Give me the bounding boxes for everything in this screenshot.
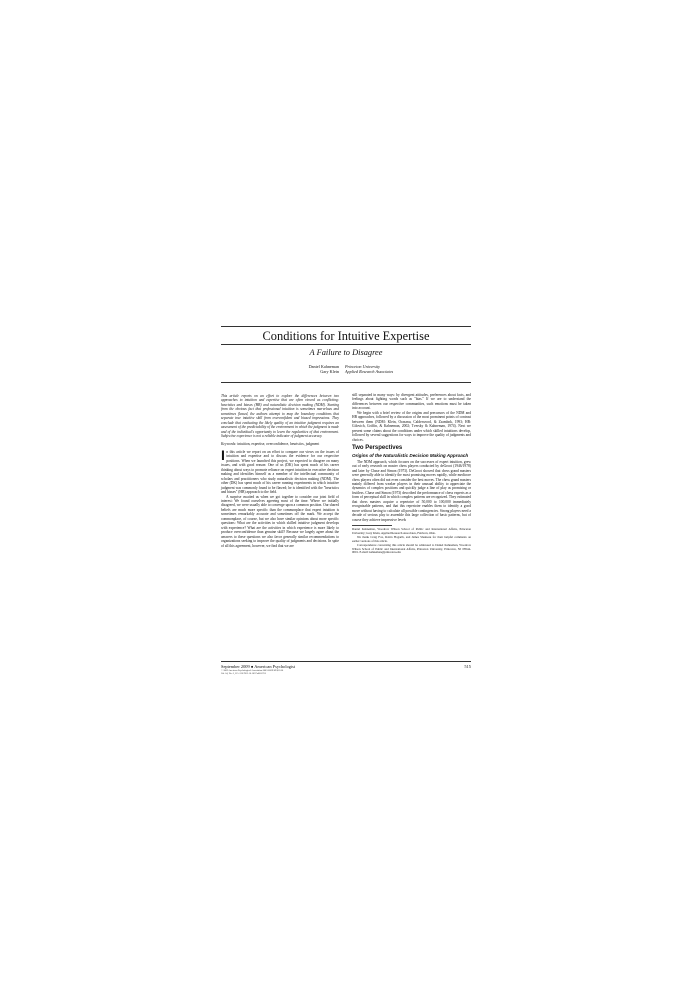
intro-text-1: n this article we report on an effort to compare our views on the issues of intuition and expertise and to discuss the evidence for our respective positions. When we launched this project, we expected to disagree on many issues, and with good reason: One of us (DK) has spent much of his career thinking about ways to promote reliance on expert intuition in executive decision making and identifies himself as a member of the intellectual community of scholars and practitioners who study naturalistic decision making (NDM). The other (DK) has spent much of his career running experiments in which intuitive judgment was commonly found to be flawed; he is identified with the "heuristics and biases" (HB) approach to the field. [221, 449, 339, 495]
footnotes [352, 528, 471, 555]
article-title: Conditions for Intuitive Expertise [262, 329, 430, 343]
author-bottom-rule [221, 382, 471, 383]
intro-paragraph-1 [221, 447, 339, 495]
article-page [221, 326, 471, 682]
copyright-line: © 2009 American Psychological Association 0003-066X/09/$12.00 [221, 670, 284, 672]
page-number: 515 [464, 664, 471, 669]
keywords [221, 442, 339, 446]
footer-rule [221, 661, 471, 662]
author-names [309, 364, 339, 374]
footnote-rule [352, 525, 392, 526]
abstract: This article reports on an effort to explore the differences between two approaches to intuition and expertise that are often viewed as conflicting: heuristics and biases (HB) and naturalistic decision making (NDM). Starting from the obvious fact that professional intuition is sometimes marvelous and sometimes flawed, the authors attempt to map the boundary conditions that separate true intuitive skill from overconfident and biased impressions. They conclude that evaluating the likely quality of an intuitive judgment requires an assessment of the predictability of the environment in which the judgment is made and of the individual's opportunity to learn the regularities of that environment. Subjective experience is not a reliable indicator of judgment accuracy. [221, 394, 339, 439]
keywords-text: intuition, expertise, overconfidence, heuristics, judgment [237, 441, 320, 446]
body-paragraph: The NDM approach, which focuses on the successes of expert intuition, grew out of early research on master chess players conducted by deGroot (1946/1978) and later by Chase and Simon (1973). DeGroot showed that chess grand masters were generally able to identify the most promising moves rapidly, while mediocre chess players often did not even consider the best moves. The chess grand masters mainly differed from weaker players in their unusual ability to appreciate the dynamics of complex positions and quickly judge a line of play as promising or fruitless. Chase and Simon (1973) described the performance of chess experts as a form of perceptual skill in which complex patterns are recognized. They estimated that chess masters acquire a repertoire of 50,000 to 100,000 immediately recognizable patterns, and that this repertoire enables them to identify a good move without having to calculate all possible contingencies. Strong players need a decade of serious play to assemble this large collection of basic patterns, but of course they achieve impressive levels [352, 459, 471, 522]
intro-paragraph-2: A surprise awaited us when we got together to consider our joint field of interest: We found ourselves agreeing most of the time. Where we initially disagreed, we were usually able to converge upon a common position. Our shared beliefs are much more specific than the commonplace that expert intuition is sometimes remarkably accurate and sometimes off the mark. We accept the commonplace, of course, but we also have similar opinions about more specific questions: What are the activities in which skilled intuitive judgment develops with experience? What are the activities in which experience is more likely to produce overconfidence than genuine skill? Because we largely agree about the answers to these questions we also favor generally similar recommendations to organizations seeking to improve the quality of judgments and decisions. In spite of all this agreement, however, we find that we are [221, 494, 339, 548]
keywords-label: Keywords: [221, 441, 237, 446]
body-paragraph: still separated in many ways: by divergent attitudes, preferences about facts, and feelings about fighting words such as "bias." If we are to understand the differences between our respective communities, such emotions must be taken into account. [352, 393, 471, 411]
article-subtitle: A Failure to Disagree [309, 348, 383, 357]
copyright-notice [221, 670, 341, 676]
author-name: Gary Klein [320, 369, 339, 375]
affiliation: Princeton University [345, 364, 381, 369]
author-affiliations [345, 364, 393, 374]
right-column [352, 393, 471, 555]
left-column [221, 394, 339, 548]
footnote: Correspondence concerning this article should be addressed to Daniel Kahneman, Woodrow Wilson School of Public and International Affairs, Princeton University, Princeton, NJ 08544-0001. E-mail: kahneman@princeton.edu [352, 542, 471, 555]
author-name: Daniel Kahneman [308, 364, 339, 369]
affiliation: Applied Research Associates [345, 369, 394, 375]
footnote: We thank Craig Fox, Robin Hogarth, and James Shanteau for their helpful comments on earlier versions of this article. [352, 534, 471, 543]
journal-name: September 2009 ● American Psychologist [221, 664, 296, 669]
title-top-rule [221, 326, 471, 327]
footnote: Daniel Kahneman, Woodrow Wilson School of Public and International Affairs, Princeton University; Gary Klein, Applied Research Associates, Fairborn, Ohio. [352, 527, 471, 535]
body-paragraph: We begin with a brief review of the origins and precursors of the NDM and HB approaches, followed by a discussion of the most prominent points of contrast between them (NDM: Klein, Orasanu, Calderwood, & Zsambok, 1993; HB: Gilovich, Griffin, & Kahneman, 2002; Tversky & Kahneman, 1974). Next we present some claims about the conditions under which skilled intuitions develop, followed by several suggestions for ways to improve the quality of judgments and choices. [352, 410, 471, 442]
subsection-heading: Origins of the Naturalistic Decision Making Approach [352, 452, 469, 458]
drop-cap: I [221, 447, 225, 464]
volume-line: Vol. 64, No. 6, 515–526 DOI: 10.1037/a0016755 [221, 672, 267, 675]
title-bottom-rule [221, 344, 471, 345]
section-heading: Two Perspectives [352, 444, 403, 451]
